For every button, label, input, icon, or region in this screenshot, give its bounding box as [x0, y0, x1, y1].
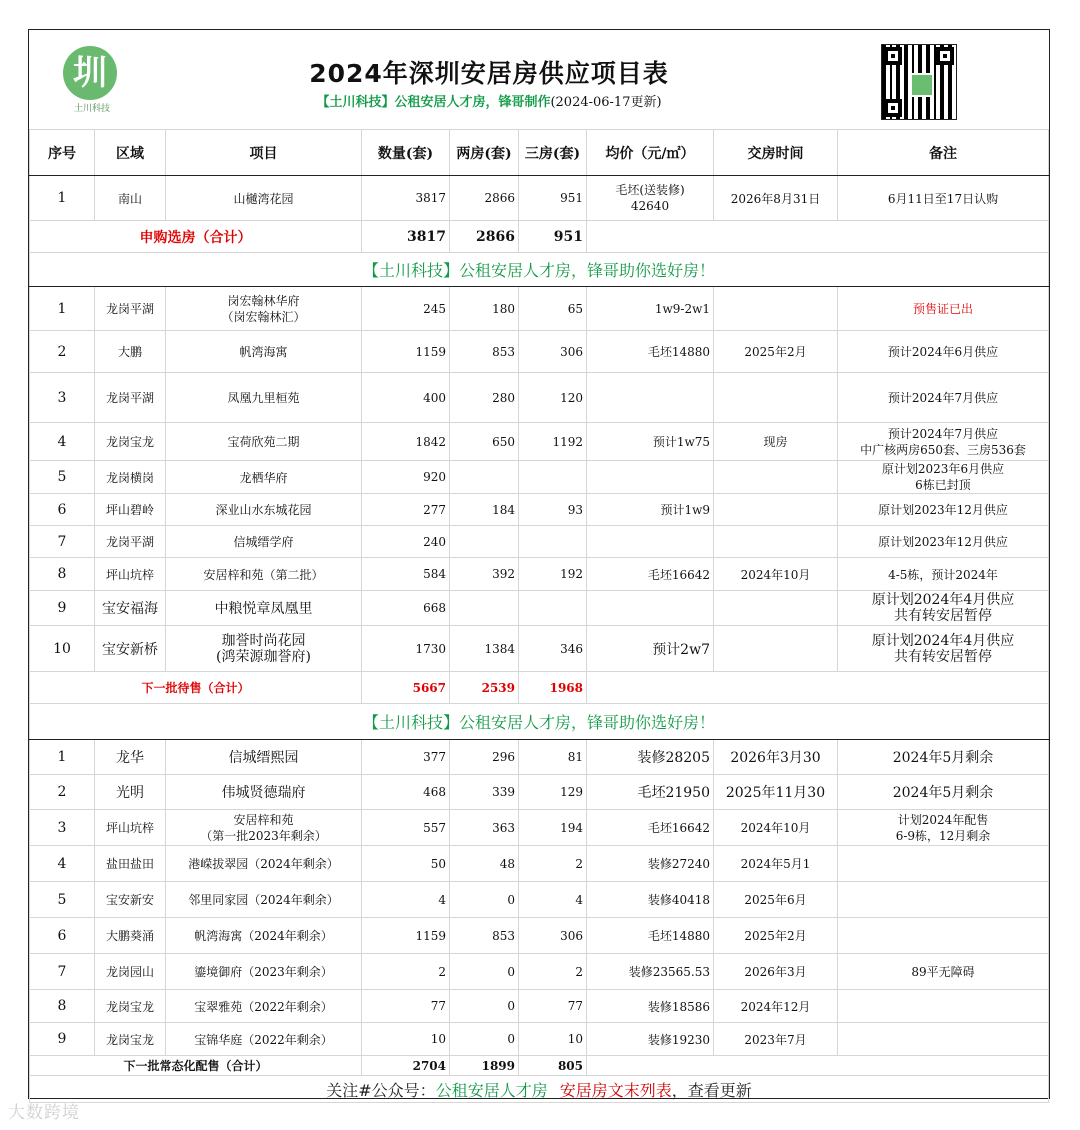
- supply-table-sheet: [28, 29, 1050, 1099]
- summary-total: 3817: [362, 221, 450, 253]
- row-three-bedroom: [519, 526, 587, 558]
- row-number: 8: [30, 990, 95, 1023]
- row-three-bedroom: 93: [519, 494, 587, 526]
- row-three-bedroom: 306: [519, 918, 587, 954]
- summary-row: [30, 672, 1049, 704]
- row-area: 龙岗宝龙: [95, 1023, 166, 1056]
- row-number: 6: [30, 494, 95, 526]
- row-three-bedroom: 306: [519, 331, 587, 373]
- row-project: 中粮悦章凤凰里: [166, 591, 362, 626]
- table-row: [30, 882, 1049, 918]
- row-total: 377: [362, 740, 450, 775]
- row-delivery: 2024年5月1: [714, 846, 838, 882]
- table-row: [30, 810, 1049, 846]
- row-note: 预计2024年7月供应: [838, 373, 1049, 423]
- row-two-bedroom: [450, 461, 519, 494]
- row-area: 宝安福海: [95, 591, 166, 626]
- col-header: 区域: [95, 130, 166, 176]
- table-header-row: [30, 130, 1049, 176]
- row-delivery: 2024年10月: [714, 810, 838, 846]
- table-row: [30, 558, 1049, 591]
- row-price: [587, 526, 714, 558]
- row-number: 8: [30, 558, 95, 591]
- summary-two-bedroom: 1899: [450, 1056, 519, 1076]
- row-price: 毛坯(送装修) 42640: [587, 176, 714, 221]
- row-project: 龙栖华府: [166, 461, 362, 494]
- row-project: 宝锦华庭（2022年剩余）: [166, 1023, 362, 1056]
- row-number: 1: [30, 287, 95, 331]
- row-price: 装修27240: [587, 846, 714, 882]
- row-total: 277: [362, 494, 450, 526]
- row-delivery: 2025年11月30: [714, 775, 838, 810]
- row-total: 1730: [362, 626, 450, 672]
- row-price: 装修18586: [587, 990, 714, 1023]
- row-two-bedroom: 180: [450, 287, 519, 331]
- row-project: 凤凰九里桓苑: [166, 373, 362, 423]
- table-row: [30, 1023, 1049, 1056]
- row-number: 6: [30, 918, 95, 954]
- row-number: 9: [30, 591, 95, 626]
- row-two-bedroom: [450, 526, 519, 558]
- tuchuan-logo-icon: 圳: [63, 46, 117, 100]
- row-note: 4-5栋，预计2024年: [838, 558, 1049, 591]
- table-row: [30, 918, 1049, 954]
- table-row: [30, 373, 1049, 423]
- row-price: [587, 373, 714, 423]
- row-delivery: 2025年2月: [714, 918, 838, 954]
- row-project: 安居梓和苑 （第一批2023年剩余）: [166, 810, 362, 846]
- row-note: [838, 990, 1049, 1023]
- summary-empty: [587, 221, 1049, 253]
- supply-table: [29, 129, 1049, 1103]
- row-delivery: 2024年10月: [714, 558, 838, 591]
- row-area: 龙岗横岗: [95, 461, 166, 494]
- qr-finder-icon: [884, 47, 902, 65]
- row-project: 伟城贤德瑞府: [166, 775, 362, 810]
- row-price: 毛坯16642: [587, 558, 714, 591]
- row-total: 920: [362, 461, 450, 494]
- row-two-bedroom: 184: [450, 494, 519, 526]
- row-three-bedroom: 129: [519, 775, 587, 810]
- row-total: 400: [362, 373, 450, 423]
- row-total: 10: [362, 1023, 450, 1056]
- row-three-bedroom: 2: [519, 846, 587, 882]
- logo-caption: 土川科技: [73, 104, 110, 114]
- row-area: 大鹏: [95, 331, 166, 373]
- row-number: 2: [30, 331, 95, 373]
- footer-link[interactable]: 安居房文末列表: [559, 1080, 672, 1100]
- row-delivery: 2025年2月: [714, 331, 838, 373]
- row-total: 4: [362, 882, 450, 918]
- table-row: [30, 626, 1049, 672]
- row-price: 预计2w7: [587, 626, 714, 672]
- row-delivery: 现房: [714, 423, 838, 461]
- col-header: 序号: [30, 130, 95, 176]
- row-area: 龙岗宝龙: [95, 990, 166, 1023]
- col-header: 三房(套): [519, 130, 587, 176]
- row-number: 1: [30, 740, 95, 775]
- table-row: [30, 331, 1049, 373]
- row-total: 245: [362, 287, 450, 331]
- row-total: 557: [362, 810, 450, 846]
- row-area: 盐田盐田: [95, 846, 166, 882]
- row-project: 港嵘拔翠园（2024年剩余）: [166, 846, 362, 882]
- row-total: 240: [362, 526, 450, 558]
- row-three-bedroom: [519, 591, 587, 626]
- summary-three-bedroom: 1968: [519, 672, 587, 704]
- row-note: 89平无障碍: [838, 954, 1049, 990]
- row-two-bedroom: 853: [450, 918, 519, 954]
- row-area: 光明: [95, 775, 166, 810]
- row-price: 预计1w9: [587, 494, 714, 526]
- row-total: 50: [362, 846, 450, 882]
- table-row: [30, 954, 1049, 990]
- row-three-bedroom: 2: [519, 954, 587, 990]
- row-total: 3817: [362, 176, 450, 221]
- table-row: [30, 461, 1049, 494]
- row-area: 大鹏葵涌: [95, 918, 166, 954]
- row-note: [838, 1023, 1049, 1056]
- row-number: 3: [30, 810, 95, 846]
- summary-row: [30, 1056, 1049, 1076]
- sheet-header: [29, 30, 1049, 130]
- col-header: 数量(套): [362, 130, 450, 176]
- row-price: 毛坯14880: [587, 918, 714, 954]
- table-row: [30, 740, 1049, 775]
- summary-three-bedroom: 805: [519, 1056, 587, 1076]
- row-note: 计划2024年配售 6-9栋，12月剩余: [838, 810, 1049, 846]
- row-two-bedroom: 1384: [450, 626, 519, 672]
- promo-banner-row: [30, 704, 1049, 740]
- row-delivery: [714, 461, 838, 494]
- row-note: 原计划2024年4月供应 共有转安居暂停: [838, 626, 1049, 672]
- row-delivery: 2024年12月: [714, 990, 838, 1023]
- row-number: 5: [30, 461, 95, 494]
- row-delivery: 2026年8月31日: [714, 176, 838, 221]
- row-two-bedroom: 2866: [450, 176, 519, 221]
- row-three-bedroom: 1192: [519, 423, 587, 461]
- row-project: 宝荷欣苑二期: [166, 423, 362, 461]
- table-row: [30, 591, 1049, 626]
- row-area: 龙岗园山: [95, 954, 166, 990]
- watermark: 大数跨境: [8, 1103, 80, 1123]
- row-area: 宝安新安: [95, 882, 166, 918]
- row-three-bedroom: 4: [519, 882, 587, 918]
- row-three-bedroom: 346: [519, 626, 587, 672]
- row-two-bedroom: 0: [450, 954, 519, 990]
- row-note: [838, 918, 1049, 954]
- row-two-bedroom: 0: [450, 882, 519, 918]
- qr-code-icon[interactable]: [881, 44, 957, 120]
- row-delivery: [714, 626, 838, 672]
- row-note: 预计2024年7月供应 中广核两房650套、三房536套: [838, 423, 1049, 461]
- qr-finder-icon: [936, 47, 954, 65]
- row-project: 珈誉时尚花园 (鸿荣源珈誉府): [166, 626, 362, 672]
- row-price: [587, 591, 714, 626]
- row-delivery: [714, 287, 838, 331]
- summary-total: 5667: [362, 672, 450, 704]
- subtitle-brand: 【土川科技】公租安居人才房，锋哥制作: [316, 95, 551, 110]
- table-row: [30, 526, 1049, 558]
- footer-note: [30, 1076, 1049, 1103]
- row-three-bedroom: 77: [519, 990, 587, 1023]
- row-two-bedroom: 0: [450, 990, 519, 1023]
- summary-empty: [587, 1056, 1049, 1076]
- row-number: 4: [30, 846, 95, 882]
- row-area: 龙岗平湖: [95, 373, 166, 423]
- table-row: [30, 846, 1049, 882]
- row-price: 装修23565.53: [587, 954, 714, 990]
- table-row: [30, 423, 1049, 461]
- page-subtitle: [209, 91, 769, 110]
- row-project: 信城缙熙园: [166, 740, 362, 775]
- row-note: 原计划2024年4月供应 共有转安居暂停: [838, 591, 1049, 626]
- row-note: 原计划2023年12月供应: [838, 526, 1049, 558]
- row-project: 山樾湾花园: [166, 176, 362, 221]
- col-header: 交房时间: [714, 130, 838, 176]
- row-delivery: 2026年3月: [714, 954, 838, 990]
- row-note: 预售证已出: [838, 287, 1049, 331]
- table-row: [30, 990, 1049, 1023]
- row-two-bedroom: 650: [450, 423, 519, 461]
- promo-banner-row: [30, 253, 1049, 287]
- row-two-bedroom: 363: [450, 810, 519, 846]
- col-header: 项目: [166, 130, 362, 176]
- row-note: 2024年5月剩余: [838, 775, 1049, 810]
- row-three-bedroom: 194: [519, 810, 587, 846]
- row-project: 鎏境御府（2023年剩余）: [166, 954, 362, 990]
- summary-total: 2704: [362, 1056, 450, 1076]
- subtitle-date: (2024-06-17更新): [550, 95, 662, 110]
- row-three-bedroom: 10: [519, 1023, 587, 1056]
- col-header: 备注: [838, 130, 1049, 176]
- footer-suffix: ，查看更新: [671, 1080, 752, 1100]
- row-two-bedroom: 48: [450, 846, 519, 882]
- row-area: 龙岗平湖: [95, 287, 166, 331]
- summary-row: [30, 221, 1049, 253]
- col-header: 均价（元/㎡）: [587, 130, 714, 176]
- row-note: 原计划2023年12月供应: [838, 494, 1049, 526]
- row-note: 6月11日至17日认购: [838, 176, 1049, 221]
- row-total: 468: [362, 775, 450, 810]
- row-number: 7: [30, 526, 95, 558]
- row-note: 预计2024年6月供应: [838, 331, 1049, 373]
- row-price: 装修28205: [587, 740, 714, 775]
- summary-label: 下一批常态化配售（合计）: [30, 1056, 362, 1076]
- promo-banner: 【土川科技】公租安居人才房，锋哥助你选好房！: [30, 253, 1049, 287]
- row-two-bedroom: 0: [450, 1023, 519, 1056]
- row-number: 9: [30, 1023, 95, 1056]
- row-delivery: [714, 526, 838, 558]
- row-project: 帆湾海寓: [166, 331, 362, 373]
- row-two-bedroom: 296: [450, 740, 519, 775]
- row-total: 1159: [362, 918, 450, 954]
- row-price: 毛坯16642: [587, 810, 714, 846]
- row-area: 宝安新桥: [95, 626, 166, 672]
- row-total: 584: [362, 558, 450, 591]
- row-project: 帆湾海寓（2024年剩余）: [166, 918, 362, 954]
- summary-empty: [587, 672, 1049, 704]
- row-two-bedroom: 392: [450, 558, 519, 591]
- row-two-bedroom: 280: [450, 373, 519, 423]
- page-title: 2024年深圳安居房供应项目表: [309, 59, 669, 88]
- qr-house-icon: [910, 73, 934, 97]
- row-note: [838, 846, 1049, 882]
- table-row: [30, 287, 1049, 331]
- row-two-bedroom: 339: [450, 775, 519, 810]
- row-price: [587, 461, 714, 494]
- row-delivery: 2023年7月: [714, 1023, 838, 1056]
- row-three-bedroom: 192: [519, 558, 587, 591]
- footer-prefix: 关注#公众号：: [326, 1080, 436, 1100]
- row-price: 装修19230: [587, 1023, 714, 1056]
- row-project: 邻里同家园（2024年剩余）: [166, 882, 362, 918]
- row-total: 77: [362, 990, 450, 1023]
- row-delivery: [714, 373, 838, 423]
- table-row: [30, 775, 1049, 810]
- row-area: 坪山碧岭: [95, 494, 166, 526]
- summary-two-bedroom: 2539: [450, 672, 519, 704]
- row-number: 4: [30, 423, 95, 461]
- row-price: 装修40418: [587, 882, 714, 918]
- row-number: 3: [30, 373, 95, 423]
- row-three-bedroom: 951: [519, 176, 587, 221]
- table-row: [30, 494, 1049, 526]
- col-header: 两房(套): [450, 130, 519, 176]
- summary-three-bedroom: 951: [519, 221, 587, 253]
- summary-label: 下一批待售（合计）: [30, 672, 362, 704]
- row-number: 1: [30, 176, 95, 221]
- row-note: 原计划2023年6月供应 6栋已封顶: [838, 461, 1049, 494]
- row-total: 2: [362, 954, 450, 990]
- row-area: 南山: [95, 176, 166, 221]
- row-price: 1w9-2w1: [587, 287, 714, 331]
- row-total: 1842: [362, 423, 450, 461]
- row-delivery: 2026年3月30: [714, 740, 838, 775]
- promo-banner: 【土川科技】公租安居人才房，锋哥助你选好房！: [30, 704, 1049, 740]
- row-delivery: [714, 591, 838, 626]
- row-total: 668: [362, 591, 450, 626]
- qr-finder-icon: [884, 99, 902, 117]
- row-two-bedroom: [450, 591, 519, 626]
- row-area: 坪山坑梓: [95, 558, 166, 591]
- summary-two-bedroom: 2866: [450, 221, 519, 253]
- row-area: 龙岗宝龙: [95, 423, 166, 461]
- table-row: [30, 176, 1049, 221]
- row-area: 龙岗平湖: [95, 526, 166, 558]
- footer-account: 公租安居人才房: [435, 1080, 548, 1100]
- row-number: 5: [30, 882, 95, 918]
- row-project: 岗宏翰林华府 （岗宏翰林汇）: [166, 287, 362, 331]
- row-two-bedroom: 853: [450, 331, 519, 373]
- row-three-bedroom: 81: [519, 740, 587, 775]
- row-price: 毛坯21950: [587, 775, 714, 810]
- row-number: 10: [30, 626, 95, 672]
- row-three-bedroom: [519, 461, 587, 494]
- row-area: 坪山坑梓: [95, 810, 166, 846]
- row-price: 预计1w75: [587, 423, 714, 461]
- row-three-bedroom: 120: [519, 373, 587, 423]
- row-number: 2: [30, 775, 95, 810]
- footer-row: [30, 1076, 1049, 1103]
- row-project: 深业山水东城花园: [166, 494, 362, 526]
- row-project: 安居梓和苑（第二批）: [166, 558, 362, 591]
- row-delivery: 2025年6月: [714, 882, 838, 918]
- row-total: 1159: [362, 331, 450, 373]
- row-number: 7: [30, 954, 95, 990]
- row-area: 龙华: [95, 740, 166, 775]
- summary-label: 申购选房（合计）: [30, 221, 362, 253]
- row-project: 信城缙学府: [166, 526, 362, 558]
- row-note: 2024年5月剩余: [838, 740, 1049, 775]
- row-project: 宝翠雅苑（2022年剩余）: [166, 990, 362, 1023]
- row-price: 毛坯14880: [587, 331, 714, 373]
- row-note: [838, 882, 1049, 918]
- row-three-bedroom: 65: [519, 287, 587, 331]
- row-delivery: [714, 494, 838, 526]
